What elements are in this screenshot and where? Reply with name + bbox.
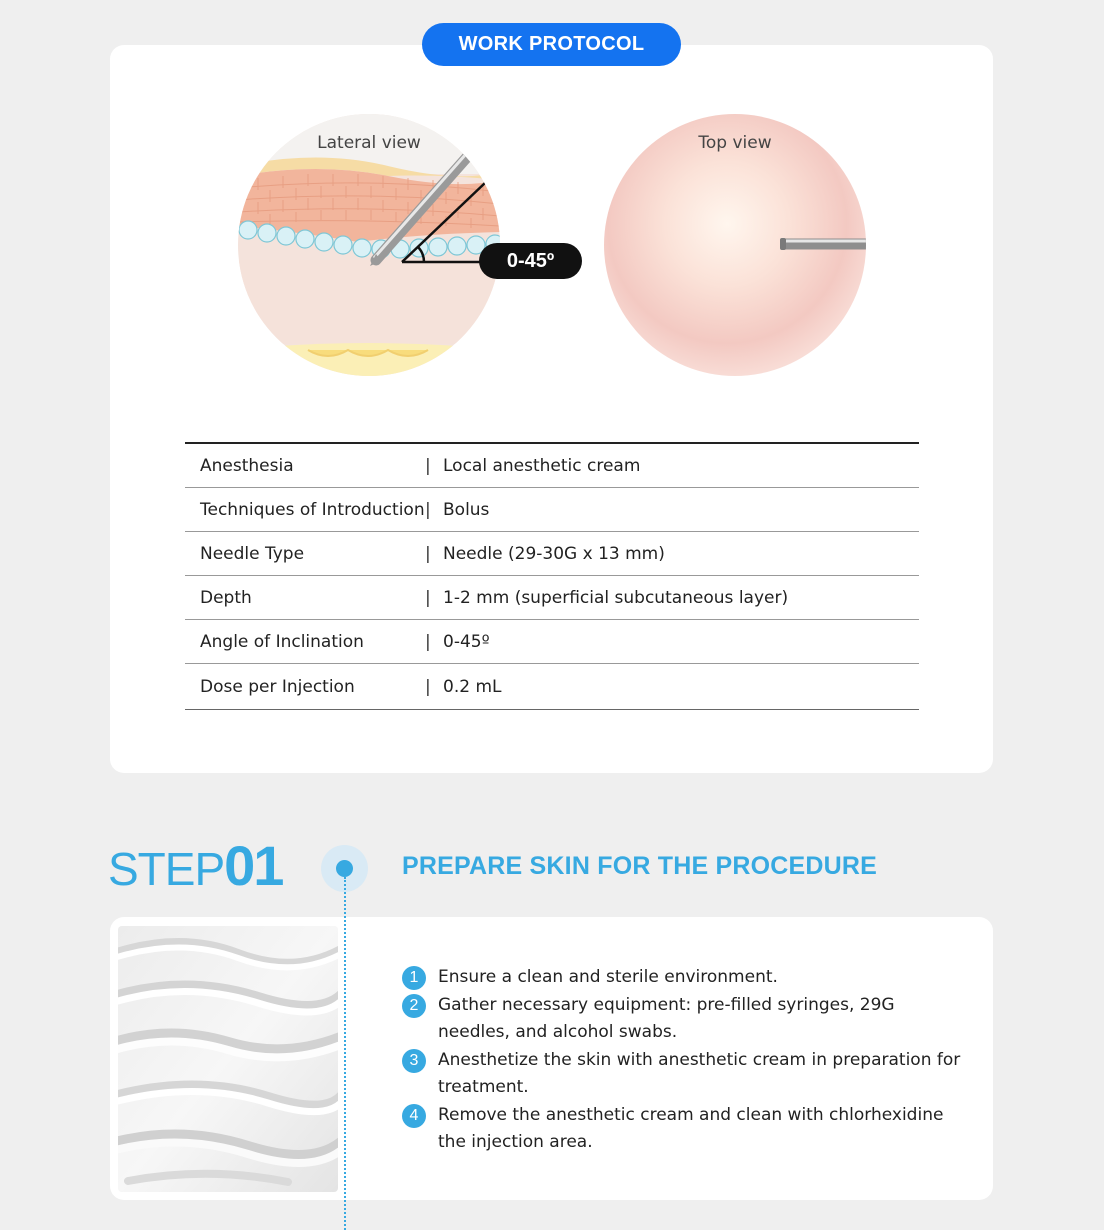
numbered-circle-icon: 2 (402, 994, 426, 1018)
row-separator: | (425, 631, 431, 652)
step-timeline-dot-center (336, 860, 353, 877)
angle-badge: 0-45º (479, 243, 582, 279)
row-value: 0.2 mL (443, 676, 502, 697)
row-separator: | (425, 499, 431, 520)
step-title (108, 834, 283, 897)
top-view-illustration (604, 114, 866, 376)
row-separator: | (425, 543, 431, 564)
step-timeline-line (344, 877, 346, 1230)
list-item (402, 1047, 962, 1102)
work-protocol-badge: WORK PROTOCOL (422, 23, 681, 66)
top-view-drawing (604, 114, 866, 376)
table-row (185, 620, 919, 664)
row-value: 1-2 mm (superficial subcutaneous layer) (443, 587, 789, 608)
step-word: STEP (108, 843, 225, 895)
numbered-circle-icon: 4 (402, 1104, 426, 1128)
list-item (402, 964, 962, 992)
table-row (185, 532, 919, 576)
table-row (185, 664, 919, 710)
cream-texture-drawing (118, 926, 338, 1192)
list-item-text: Ensure a clean and sterile environment. (438, 967, 778, 987)
numbered-circle-icon: 1 (402, 966, 426, 990)
row-label: Dose per Injection (200, 676, 355, 697)
step-heading: PREPARE SKIN FOR THE PROCEDURE (402, 852, 878, 880)
list-item-text: Remove the anesthetic cream and clean with chlorhexidine the injection area. (438, 1104, 944, 1152)
row-label: Anesthesia (200, 455, 294, 476)
numbered-circle-icon: 3 (402, 1049, 426, 1073)
list-item (402, 992, 962, 1047)
table-row (185, 444, 919, 488)
list-item-text: Gather necessary equipment: pre-filled syringes, 29G needles, and alcohol swabs. (438, 994, 895, 1042)
row-value: Needle (29-30G x 13 mm) (443, 543, 665, 564)
list-item (402, 1102, 962, 1157)
row-separator: | (425, 587, 431, 608)
cream-texture-image (118, 926, 338, 1192)
lateral-view-illustration (238, 114, 500, 376)
list-item-text: Anesthetize the skin with anesthetic cream in preparation for treatment. (438, 1049, 961, 1097)
row-separator: | (425, 676, 431, 697)
protocol-table (185, 442, 919, 710)
row-label: Depth (200, 587, 252, 608)
table-row (185, 488, 919, 532)
table-row (185, 576, 919, 620)
row-label: Needle Type (200, 543, 305, 564)
top-view-label: Top view (698, 133, 772, 153)
step-instructions-list (402, 964, 962, 1157)
lateral-view-label: Lateral view (317, 133, 421, 153)
row-label: Angle of Inclination (200, 631, 364, 652)
lateral-view-drawing (238, 114, 500, 376)
row-value: Local anesthetic cream (443, 455, 641, 476)
step-number: 01 (224, 834, 283, 897)
row-value: Bolus (443, 499, 490, 520)
row-label: Techniques of Introduction (200, 499, 425, 520)
row-separator: | (425, 455, 431, 476)
row-value: 0-45º (443, 631, 490, 652)
